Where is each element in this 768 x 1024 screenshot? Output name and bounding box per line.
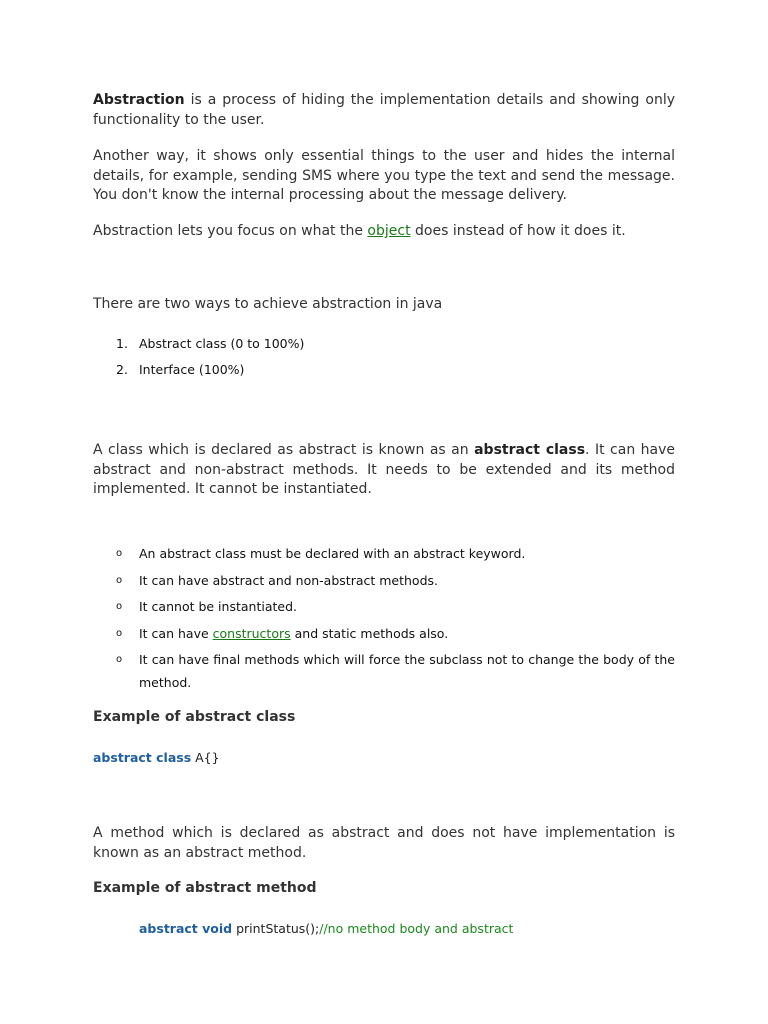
example-abstract-method-heading: Example of abstract method [93, 880, 317, 896]
bullet-mark: o [116, 654, 123, 665]
constructors-link[interactable]: constructors [212, 626, 291, 641]
bullet-item [116, 623, 675, 646]
abstraction-example-paragraph: Another way, it shows only essential things to the user and hides the internal details, for example, sending SMS where you type the text and send the message. You don't know the internal processing about the message delivery. [93, 148, 675, 203]
object-link[interactable]: object [367, 223, 411, 239]
bullet-text: It cannot be instantiated. [139, 599, 297, 614]
list-item-number: 1. [116, 336, 128, 351]
code-keyword: abstract void [139, 921, 233, 936]
list-item [116, 336, 304, 351]
abstract-class-paragraph [93, 441, 675, 500]
bullet-text: It can have abstract and non-abstract methods. [139, 573, 438, 588]
bullet-text-before: It can have [139, 626, 213, 641]
bullet-mark: o [116, 601, 123, 612]
focus-text-after: does instead of how it does it. [410, 223, 626, 239]
bullet-item [116, 596, 675, 619]
bullet-text: An abstract class must be declared with an abstract keyword. [139, 546, 526, 561]
bullet-item [116, 570, 675, 593]
list-item-text: Abstract class (0 to 100%) [139, 336, 305, 351]
code-keyword: abstract class [93, 750, 192, 765]
list-item-text: Interface (100%) [139, 362, 245, 377]
bullet-item [116, 543, 675, 566]
bullet-text-after: and static methods also. [290, 626, 449, 641]
bullet-mark: o [116, 575, 123, 586]
bullet-mark: o [116, 548, 123, 559]
code-text: A{} [191, 750, 220, 765]
abstraction-definition [93, 91, 675, 130]
abstract-method-code [139, 921, 513, 936]
focus-text-before: Abstraction lets you focus on what the [93, 223, 368, 239]
bullet-mark: o [116, 628, 123, 639]
list-item-number: 2. [116, 362, 128, 377]
two-ways-lead: There are two ways to achieve abstraction in java [93, 296, 443, 312]
list-item [116, 362, 244, 377]
abstraction-focus-paragraph [93, 222, 675, 242]
abstraction-definition-text: is a process of hiding the implementation details and showing only functionality to the user. [93, 92, 675, 128]
bullet-text: It can have final methods which will force the subclass not to change the body of the method. [139, 652, 675, 690]
bullet-text [139, 623, 675, 646]
code-comment: //no method body and abstract [319, 921, 514, 936]
code-text: printStatus(); [232, 921, 320, 936]
bullet-item [116, 649, 675, 694]
abstract-class-text-after: . It can have abstract and non-abstract methods. It needs to be extended and its method implemented. It cannot be instantiated. [93, 442, 676, 497]
abstraction-term: Abstraction [93, 92, 185, 108]
abstract-class-text-before: A class which is declared as abstract is known as an [93, 442, 475, 458]
example-abstract-class-heading: Example of abstract class [93, 709, 296, 725]
abstract-method-paragraph: A method which is declared as abstract and does not have implementation is known as an abstract method. [93, 825, 675, 861]
abstract-class-term: abstract class [474, 442, 586, 458]
abstract-class-code [93, 750, 220, 765]
